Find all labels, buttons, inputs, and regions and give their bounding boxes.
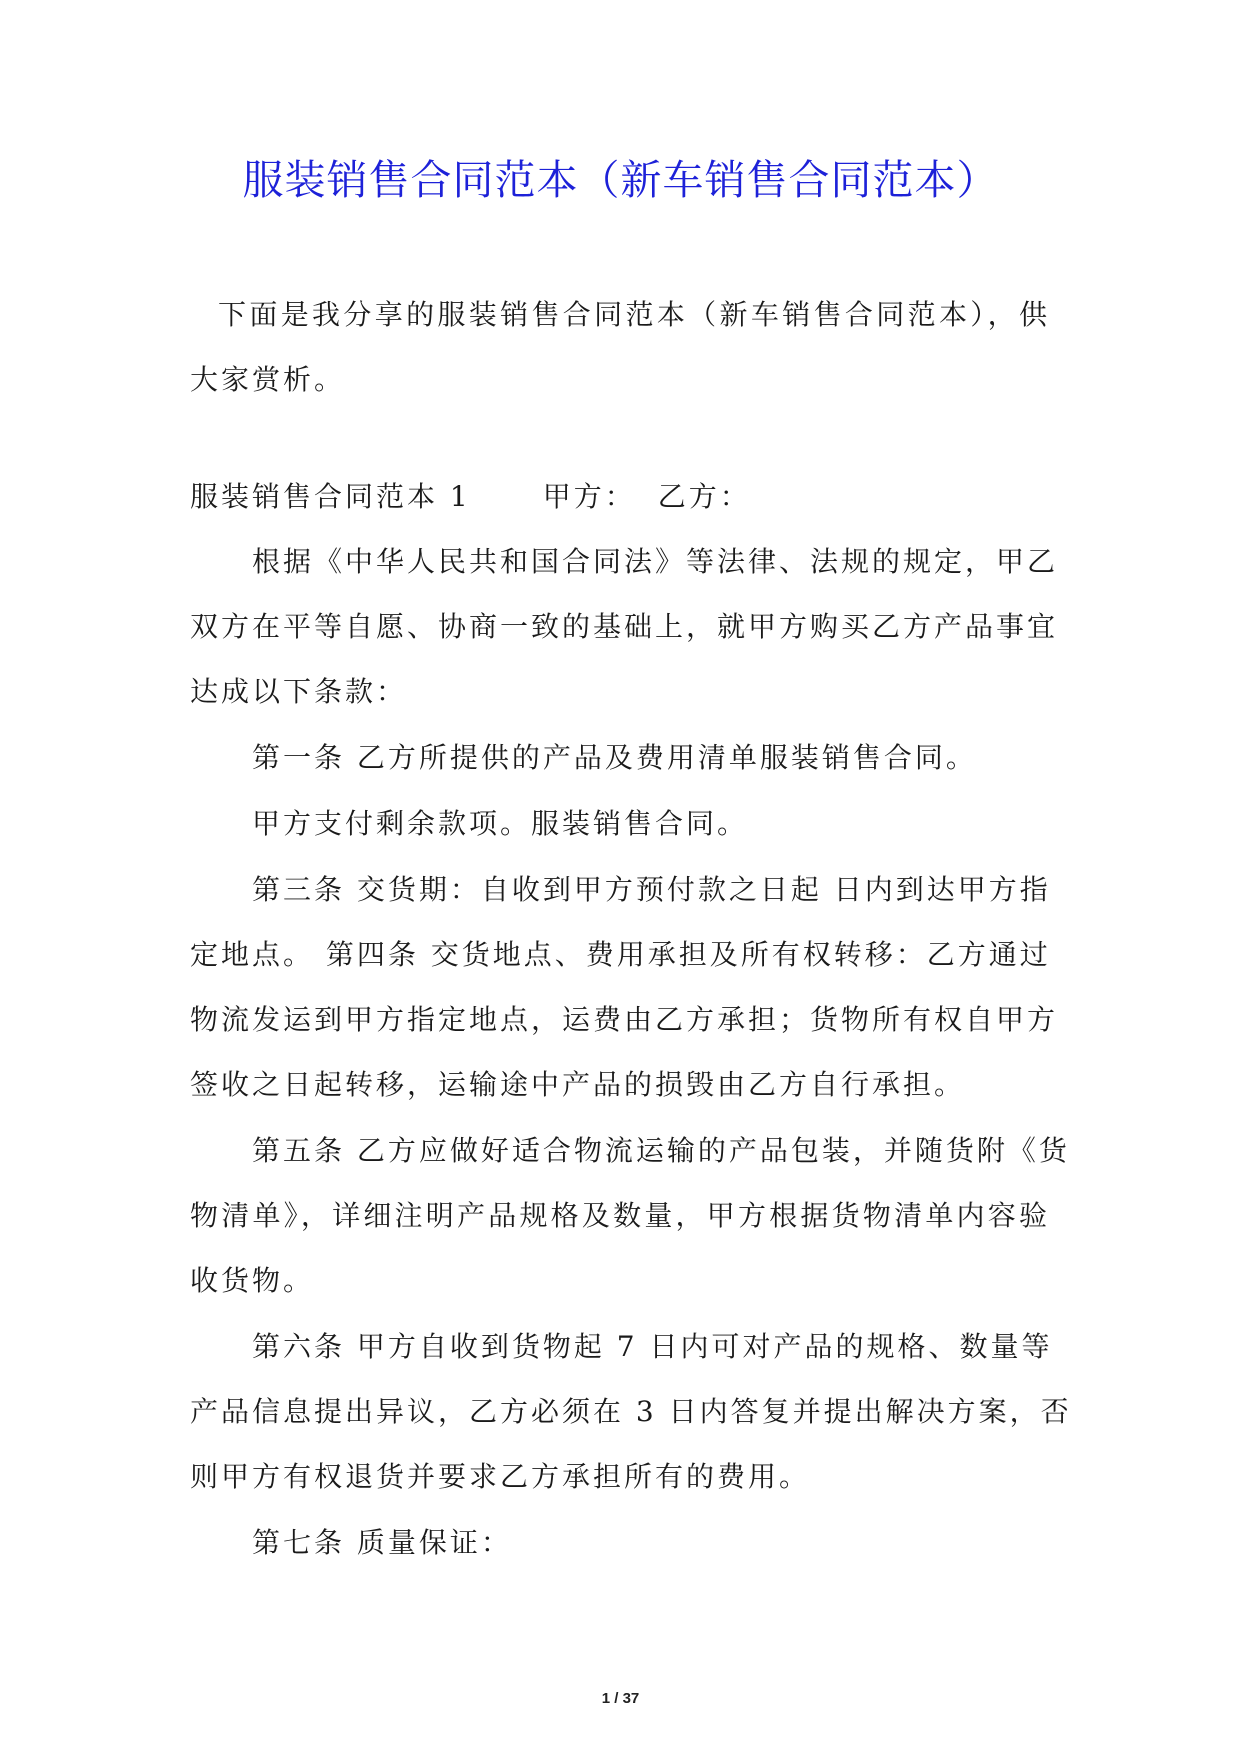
- paragraph-line: 第七条 质量保证：: [252, 1526, 512, 1559]
- page-number: 1 / 37: [601, 1690, 640, 1707]
- paragraph-article-1: [190, 733, 1050, 798]
- paragraph-line: 第一条 乙方所提供的产品及费用清单服装销售合同。: [252, 741, 977, 774]
- party-b-label: 乙方：: [657, 480, 751, 513]
- contract-header-line: [190, 472, 1050, 537]
- paragraph-line: 物清单》，详细注明产品规格及数量，甲方根据货物清单内容验: [190, 1199, 1050, 1232]
- paragraph-line: 物流发运到甲方指定地点，运费由乙方承担；货物所有权自甲方: [190, 1003, 1059, 1036]
- paragraph-line: 收货物。: [190, 1264, 315, 1297]
- document-body: [190, 290, 1072, 1583]
- paragraph-line: 甲方支付剩余款项。服装销售合同。: [252, 807, 749, 840]
- contract-label: 服装销售合同范本 1: [190, 480, 471, 513]
- intro-line-2: 大家赏析。: [190, 363, 346, 396]
- paragraph-article-3: [190, 865, 1059, 1125]
- paragraph-line: 双方在平等自愿、协商一致的基础上，就甲方购买乙方产品事宜: [190, 610, 1059, 643]
- paragraph-line: 第六条 甲方自收到货物起 7 日内可对产品的规格、数量等: [252, 1330, 1053, 1363]
- document-title: 服装销售合同范本（新车销售合同范本）: [242, 156, 999, 204]
- paragraph-line: 签收之日起转移，运输途中产品的损毁由乙方自行承担。: [190, 1068, 966, 1101]
- paragraph-article-6: [190, 1322, 1072, 1517]
- paragraph-article-7: [190, 1518, 1050, 1583]
- paragraph-line: 则甲方有权退货并要求乙方承担所有的费用。: [190, 1460, 811, 1493]
- paragraph-line: 达成以下条款：: [190, 675, 408, 708]
- paragraph-line: 定地点。 第四条 交货地点、费用承担及所有权转移：乙方通过: [190, 938, 1051, 971]
- intro-line-1: 下面是我分享的服装销售合同范本（新车销售合同范本），供: [218, 298, 1050, 331]
- party-a-label: 甲方：: [542, 480, 636, 513]
- paragraph-line: 根据《中华人民共和国合同法》等法律、法规的规定，甲乙: [252, 545, 1059, 578]
- paragraph-line: 产品信息提出异议，乙方必须在 3 日内答复并提出解决方案，否: [190, 1395, 1072, 1428]
- paragraph-line: 第五条 乙方应做好适合物流运输的产品包装，并随货附《货: [252, 1134, 1070, 1167]
- paragraph-payment: [190, 799, 1050, 864]
- paragraph-basis: [190, 537, 1059, 732]
- paragraph-line: 第三条 交货期：自收到甲方预付款之日起 日内到达甲方指: [252, 873, 1051, 906]
- paragraph-article-5: [190, 1126, 1070, 1321]
